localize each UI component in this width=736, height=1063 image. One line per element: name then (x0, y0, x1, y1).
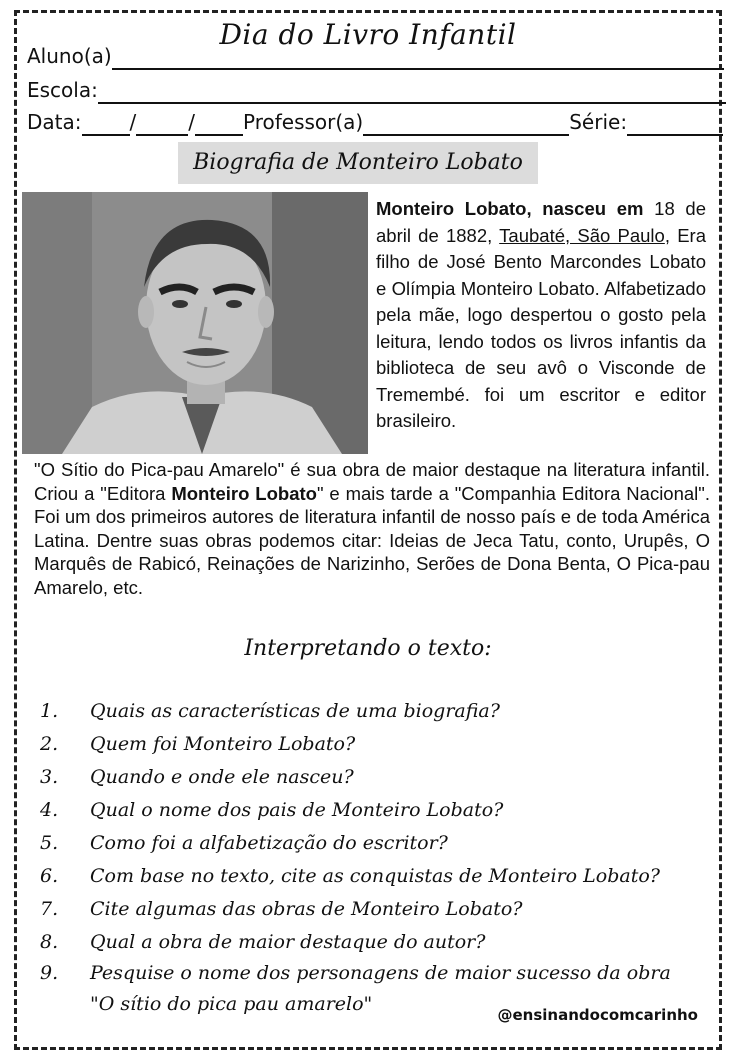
sheet-title: Dia do Livro Infantil (219, 18, 517, 51)
author-handle: @ensinandocomcarinho (497, 1006, 698, 1024)
date-month-line[interactable] (136, 112, 188, 136)
question-number: 9. (40, 962, 59, 984)
question-number: 7. (40, 897, 59, 920)
question-number: 1. (40, 699, 59, 722)
date-year-line[interactable] (195, 112, 243, 136)
biography-intro (376, 196, 706, 435)
question-item (40, 925, 700, 958)
bio-birth-place: Taubaté, São Paulo (499, 224, 665, 246)
question-text: Qual o nome dos pais de Monteiro Lobato? (90, 798, 504, 821)
author-photo (22, 192, 368, 454)
professor-line[interactable] (363, 112, 569, 136)
question-item (40, 793, 700, 826)
bio-birth-date: 18 de abril de 1882, (376, 198, 707, 246)
question-text: Cite algumas das obras de Monteiro Lobato? (90, 897, 523, 920)
portrait-illustration (22, 192, 368, 454)
question-item (40, 760, 700, 793)
data-row (27, 108, 723, 136)
bio-p2-start: "O Sítio do Pica-pau Amarelo" é sua obra de maior destaque na literatura infantil. Criou a "Editora (34, 459, 710, 504)
question-number: 8. (40, 930, 59, 953)
aluno-field[interactable] (27, 42, 724, 70)
biography-title: Biografia de Monteiro Lobato (178, 142, 538, 184)
bio-p2-end: " e mais tarde a "Companhia Editora Nacional". Foi um dos primeiros autores de literatura infantil de nosso país e de toda América Latina. Dentre suas obras podemos citar: Ideias de Jeca Tatu, conto, Urupês, O Marquês de Rabicó, Reinações de Narizinho, Serões de Dona Benta, O Pica-pau Amarelo, etc. (34, 482, 710, 598)
question-text: Pesquise o nome dos personagens de maior sucesso da obra "O sítio do pica pau amarelo" (90, 962, 671, 1015)
question-text: Quando e onde ele nasceu? (90, 765, 354, 788)
question-item (40, 859, 700, 892)
question-number: 2. (40, 732, 59, 755)
aluno-label: Aluno(a) (27, 44, 112, 68)
question-number: 5. (40, 831, 59, 854)
question-number: 3. (40, 765, 59, 788)
escola-field[interactable] (27, 76, 726, 104)
bio-intro-bold: Monteiro Lobato, nasceu em (376, 198, 644, 219)
question-number: 4. (40, 798, 59, 821)
question-text: Como foi a alfabetização do escritor? (90, 831, 448, 854)
serie-line[interactable] (627, 112, 723, 136)
question-item (40, 826, 700, 859)
biography-paragraph (34, 458, 710, 599)
question-item (40, 892, 700, 925)
question-text: Quais as características de uma biografia? (90, 699, 500, 722)
question-item (40, 727, 700, 760)
question-list (40, 694, 700, 1020)
question-text: Qual a obra de maior destaque do autor? (90, 930, 486, 953)
question-item (40, 694, 700, 727)
professor-label: Professor(a) (243, 110, 364, 134)
date-day-line[interactable] (82, 112, 130, 136)
date-separator: / (129, 110, 137, 134)
date-separator: / (188, 110, 195, 134)
bio-p2-bold: Monteiro Lobato (171, 482, 317, 504)
bio-intro-rest: , Era filho de José Bento Marcondes Lobato e Olímpia Monteiro Lobato. Alfabetizado pela mãe, logo despertou o gosto pela leitura, lendo todos os livros infantis da biblioteca de seu avô o Visconde de Tremembé. foi um escritor e editor brasileiro. (376, 224, 706, 431)
escola-label: Escola: (27, 78, 98, 102)
aluno-line[interactable] (112, 46, 724, 70)
data-label: Data: (27, 110, 82, 134)
question-text: Com base no texto, cite as conquistas de Monteiro Lobato? (90, 864, 660, 887)
interpretation-title: Interpretando o texto: (244, 636, 492, 661)
question-text: Quem foi Monteiro Lobato? (90, 732, 356, 755)
question-number: 6. (40, 864, 59, 887)
escola-line[interactable] (98, 80, 726, 104)
serie-label: Série: (569, 110, 628, 134)
